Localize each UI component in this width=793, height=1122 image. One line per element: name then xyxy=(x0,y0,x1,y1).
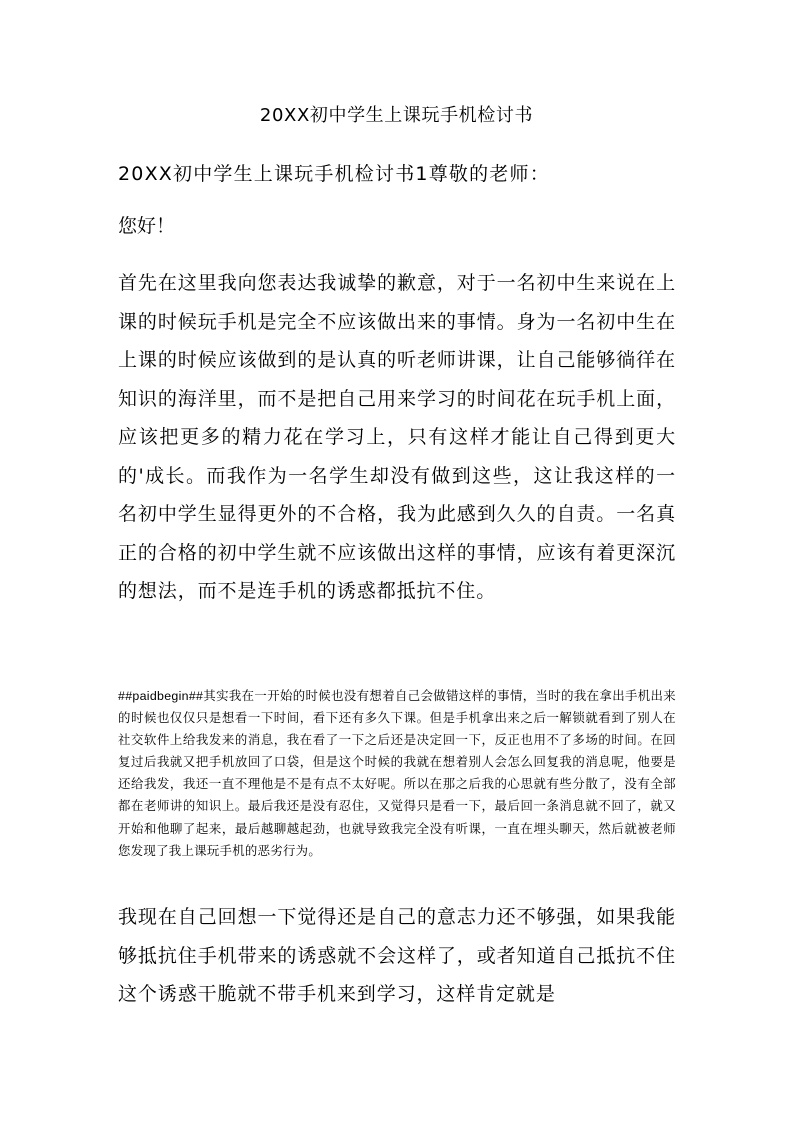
greeting-line: 您好！ xyxy=(118,215,176,237)
document-heading: 20XX初中学生上课玩手机检讨书1尊敬的老师： xyxy=(118,163,550,185)
paragraph-apology: 首先在这里我向您表达我诚挚的歉意，对于一名初中生来说在上课的时候玩手机是完全不应该做出来的事情。身为一名初中生在上课的时候应该做到的是认真的听老师讲课，让自己能够徜徉在知识的海洋里，而不是把自己用来学习的时间花在玩手机上面，应该把更多的精力花在学习上，只有这样才能让自己得到更大的'成长。而我作为一名学生却没有做到这些，这让我这样的一名初中学生显得更外的不合格，我为此感到久久的自责。一名真正的合格的初中学生就不应该做出这样的事情，应该有着更深沉的想法，而不是连手机的诱惑都抵抗不住。 xyxy=(118,272,676,602)
paragraph-explanation xyxy=(118,685,676,862)
paragraph-reflection: 我现在自己回想一下觉得还是自己的意志力还不够强，如果我能够抵抗住手机带来的诱惑就不会这样了，或者知道自己抵抗不住这个诱惑干脆就不带手机来到学习，这样肯定就是 xyxy=(118,906,676,1005)
paid-marker: ##paidbegin## xyxy=(118,689,204,703)
document-title: 20XX初中学生上课玩手机检讨书 xyxy=(259,105,534,126)
paragraph-explanation-text: 其实我在一开始的时候也没有想着自己会做错这样的事情，当时的我在拿出手机出来的时候也仅仅只是想看一下时间，看下还有多久下课。但是手机拿出来之后一解锁就看到了别人在社交软件上给我发来的消息，我在看了一下之后还是决定回一下，反正也用不了多场的时间。在回复过后我就又把手机放回了口袋，但是这个时候的我就在想着别人会怎么回复我的消息呢，他要是还给我发，我还一直不理他是不是有点不太好呢。所以在那之后我的心思就有些分散了，没有全部都在老师讲的知识上。最后我还是没有忍住，又觉得只是看一下，最后回一条消息就不回了，就又开始和他聊了起来，最后越聊越起劲，也就导致我完全没有听课，一直在埋头聊天，然后就被老师您发现了我上课玩手机的恶劣行为。 xyxy=(118,688,676,858)
